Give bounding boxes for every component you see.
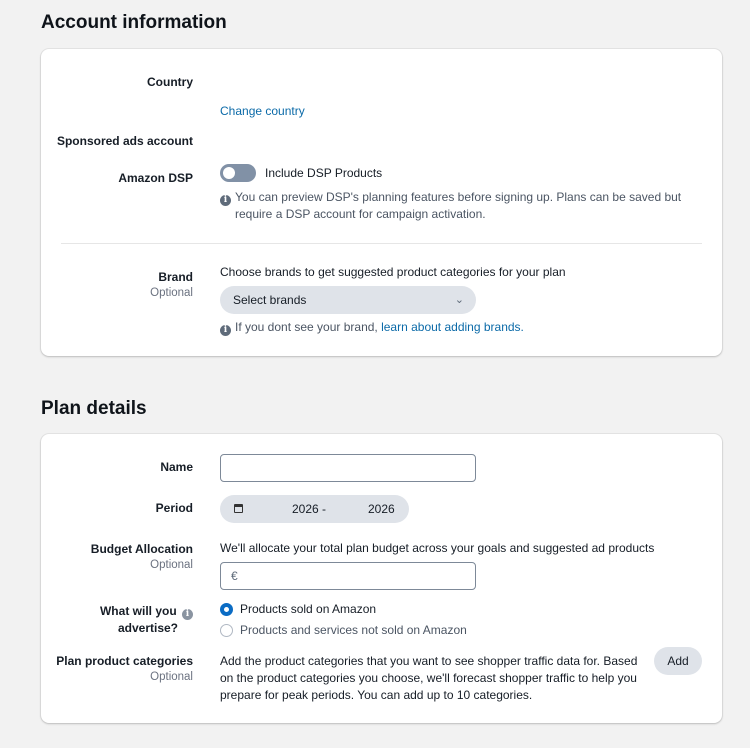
radio-label: Products sold on Amazon [240, 602, 377, 616]
info-icon: i [220, 195, 231, 206]
categories-description-line-2: on the product categories you choose, we'll forecast shopper traffic to help you [220, 671, 637, 685]
brand-optional-label: Optional [150, 287, 193, 299]
categories-optional-label: Optional [150, 671, 193, 683]
what-will-you-advertise-label [100, 603, 193, 637]
brand-label: Brand [158, 270, 193, 284]
chevron-down-icon: ⌄ [454, 294, 464, 306]
period-from: 2026 - [292, 502, 327, 516]
radio-label: Products and services not sold on Amazon [240, 623, 467, 637]
select-brands-dropdown[interactable] [220, 286, 476, 314]
brand-help-text [220, 319, 524, 336]
radio-unselected-icon [220, 624, 233, 637]
learn-about-adding-brands-link[interactable]: learn about adding brands. [381, 320, 524, 334]
sponsored-ads-account-label: Sponsored ads account [56, 134, 193, 148]
amazon-dsp-label: Amazon DSP [118, 171, 193, 185]
dsp-info-text [220, 189, 681, 223]
brand-description: Choose brands to get suggested product categories for your plan [220, 265, 566, 279]
budget-input[interactable]: € [220, 562, 476, 590]
radio-products-not-sold-on-amazon[interactable] [220, 623, 467, 637]
period-date-picker[interactable] [220, 495, 409, 523]
calendar-icon [234, 504, 243, 513]
plan-details-card [41, 434, 722, 723]
brand-help-prefix: If you dont see your brand, [235, 320, 382, 334]
include-dsp-toggle[interactable] [220, 164, 256, 182]
budget-optional-label: Optional [150, 559, 193, 571]
add-categories-button[interactable]: Add [654, 647, 702, 675]
budget-allocation-label: Budget Allocation [90, 542, 193, 556]
change-country-link[interactable]: Change country [220, 104, 305, 118]
info-icon: i [220, 325, 231, 336]
categories-description-line-1: Add the product categories that you want to see shopper traffic data for. Based [220, 654, 638, 668]
include-dsp-label: Include DSP Products [265, 166, 383, 180]
advertise-label-line-2: advertise? [117, 621, 178, 635]
select-brands-placeholder: Select brands [233, 293, 307, 307]
period-to: 2026 [368, 502, 395, 516]
budget-description: We'll allocate your total plan budget across your goals and suggested ad products [220, 541, 655, 555]
name-label: Name [160, 460, 193, 474]
account-information-card [41, 49, 722, 356]
period-label: Period [155, 501, 193, 515]
categories-description [220, 653, 637, 704]
radio-selected-icon [220, 603, 233, 616]
dsp-info-line-2: require a DSP account for campaign activation. [235, 207, 486, 221]
categories-description-line-3: prepare for peak periods. You can add up to 10 categories. [220, 688, 533, 702]
toggle-knob [223, 167, 235, 179]
country-label: Country [147, 75, 193, 89]
account-information-title: Account information [41, 12, 227, 33]
plan-product-categories-label: Plan product categories [56, 654, 193, 668]
dsp-info-line-1: You can preview DSP's planning features before signing up. Plans can be saved but [235, 190, 682, 204]
name-input[interactable] [220, 454, 476, 482]
plan-details-title: Plan details [41, 398, 147, 419]
info-icon[interactable]: i [182, 609, 193, 620]
divider [61, 243, 702, 244]
radio-products-sold-on-amazon[interactable] [220, 602, 376, 616]
advertise-label-line-1: What will you [99, 604, 177, 618]
